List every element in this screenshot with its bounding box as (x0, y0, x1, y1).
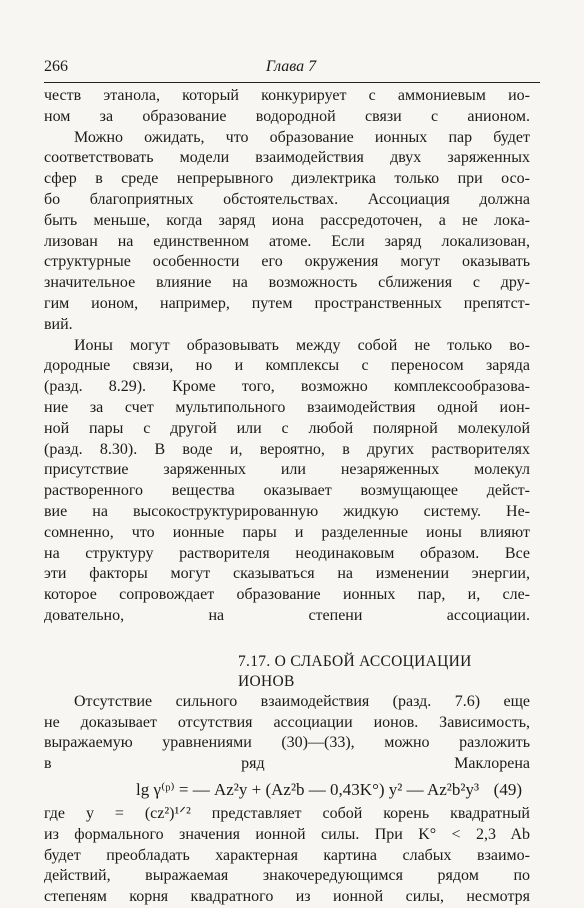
text-line: на структуру растворителя неодинаковым образом. Все (44, 544, 530, 562)
text-line: (разд. 8.29). Кроме того, возможно комплексообразова- (44, 378, 530, 396)
text-line: бо благоприятных обстоятельствах. Ассоциация должна (44, 190, 530, 208)
text-line: дородные связи, но и комплексы с переносом заряда (44, 357, 530, 375)
equation-number: (49) (493, 779, 522, 799)
text-line: сфер в среде непрерывного диэлектрика только при осо- (44, 170, 530, 188)
text-line: гим ионом, например, путем пространственных препятст- (44, 294, 530, 312)
text-line: присутствие заряженных или незаряженных молекул (44, 461, 530, 479)
text-line: Можно ожидать, что образование ионных пар будет (74, 128, 530, 146)
text-line: будет преобладать характерная картина слабых взаимо- (44, 846, 530, 864)
text-line: значительное влияние на возможность сближения с дру- (44, 274, 530, 292)
paragraph-complexes (44, 336, 530, 627)
running-head: Глава 7 (265, 58, 317, 75)
paragraph-ion-pair-model (44, 128, 530, 336)
equation-formula: lg γ⁽ᵖ⁾ = — Az²y + (Az²b — 0,43K°) y² — Az²b²y³ (136, 779, 480, 799)
text-line: структурные особенности его окружения могут оказывать (44, 253, 530, 271)
text-line: из формального значения ионной силы. При K° < 2,3 Ab (44, 825, 530, 843)
text-line: растворенного вещества оказывает возмущающее дейст- (44, 482, 530, 500)
text-line: сомненно, что ионные пары и разделенные ионы влияют (44, 523, 530, 541)
text-line: Ионы могут образовывать между собой не только во- (74, 336, 530, 354)
text-line: соответствовать модели взаимодействия двух заряженных (44, 149, 530, 167)
section-heading (238, 652, 530, 692)
text-line: ной пары с другой или с любой полярной молекулой (44, 419, 530, 437)
text-line: лизован на единственном атоме. Если заряд локализован, (44, 232, 530, 250)
equation-49 (44, 778, 530, 802)
text-line: эти факторы могут сказываться на изменении энергии, (44, 565, 530, 583)
text-line: степеням корня квадратного из ионной силы, несмотря (44, 888, 530, 906)
text-line: где y = (cz²)¹ᐟ² представляет собой корень квадратный (44, 804, 530, 822)
paragraph-continuation (44, 86, 530, 128)
text-line: ние за счет мультипольного взаимодействия одной ион- (44, 398, 530, 416)
text-line: ном за образование водородной связи с анионом. (44, 107, 530, 125)
heading-line: 7.17. О СЛАБОЙ АССОЦИАЦИИ (238, 652, 472, 670)
text-line: в ряд Маклорена (44, 755, 530, 773)
header-rule (44, 82, 540, 83)
text-line: выражаемую уравнениями (30)—(33), можно разложить (44, 734, 530, 752)
text-line: действий, выражаемая знакочередующимся рядом по (44, 867, 530, 885)
text-line: вие на высокоструктурированную жидкую систему. Не- (44, 502, 530, 520)
page-number: 266 (44, 58, 68, 75)
text-line: вий. (44, 315, 73, 333)
heading-line: ИОНОВ (238, 672, 295, 690)
text-line: (разд. 8.30). В воде и, вероятно, в других растворителях (44, 440, 530, 458)
text-line: не доказывает отсутствия ассоциации ионов. Зависимость, (44, 713, 530, 731)
text-line: быть меньше, когда заряд иона рассредоточен, а не лока- (44, 211, 530, 229)
page-body (44, 86, 530, 908)
text-line: которое сопровождает образование ионных пар, и, сле- (44, 586, 530, 604)
paragraph-maclaurin (44, 692, 530, 775)
paragraph-weak-interaction (44, 804, 530, 908)
page-header (44, 58, 538, 80)
text-line: довательно, на степени ассоциации. (44, 606, 530, 624)
text-line: Отсутствие сильного взаимодействия (разд. 7.6) еще (74, 692, 530, 710)
text-line: честв этанола, который конкурирует с аммониевым ио- (44, 87, 530, 104)
